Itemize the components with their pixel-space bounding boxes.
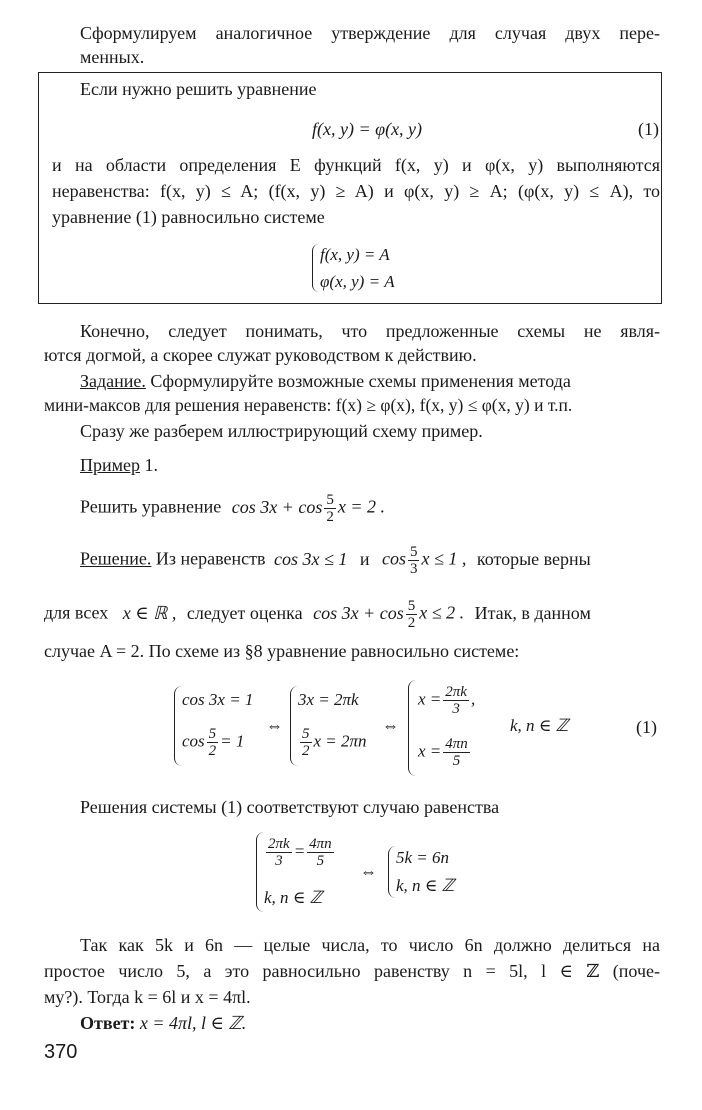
para1-line-2: ются догмой, а скорее служат руководством к действию.: [44, 345, 477, 365]
system2-f2-num: 4πn: [309, 836, 332, 852]
solution-l1-fraction: [408, 544, 420, 577]
system2-f1-num: 2πk: [268, 836, 290, 852]
example-fraction-den: 2: [326, 509, 334, 525]
box-system-eq-1: f(x, y) = A: [320, 245, 390, 264]
para3: Решения системы (1) соответствуют случаю равенства: [80, 797, 500, 817]
solution-l2-math: x ∈ ℝ ,: [122, 602, 177, 623]
system2-result-2: k, n ∈ ℤ: [396, 876, 455, 895]
system2-f2-den: 5: [316, 853, 325, 869]
solution-l1-and: и: [359, 548, 370, 569]
para4-line-2: простое число 5, а это равносильно равенству n = 5l, l ∈ ℤ (поче-: [44, 961, 660, 981]
system1-c1-post: ,: [470, 689, 476, 709]
task-label: Задание.: [80, 371, 146, 391]
system2-condition: k, n ∈ ℤ: [264, 888, 323, 907]
solution-l2-text-a: для всех: [44, 602, 109, 623]
intro-line-1: Сформулируем аналогичное утверждение для случая двух пере-: [80, 23, 660, 43]
system1-c2-pre: x =: [418, 741, 442, 761]
task-line-2: мини-максов для решения неравенств: f(x) ≥ φ(x), f(x, y) ≤ φ(x, y) и т.п.: [44, 395, 573, 415]
solution-l1-fraction-den: 3: [409, 561, 418, 577]
solution-l1-text: Из неравенств: [151, 548, 266, 569]
system1-b1: 3x = 2πk: [298, 690, 359, 709]
solution-label: Решение.: [80, 548, 152, 569]
system1-brace-c: [408, 680, 416, 776]
box-system-eq-2: φ(x, y) = A: [320, 272, 395, 291]
solution-line-3: случае A = 2. По схеме из §8 уравнение равносильно системе:: [44, 641, 520, 661]
solution-l1-rest: которые верны: [476, 548, 591, 569]
system2-iff: ⇔: [360, 862, 377, 881]
example-fraction: [324, 492, 336, 525]
system1-brace-b: [290, 686, 298, 766]
answer: [80, 1012, 246, 1034]
box-equation: f(x, y) = φ(x, y): [312, 119, 423, 139]
system1-a2-pre: cos: [182, 731, 205, 751]
solution-l1-fraction-num: 5: [409, 544, 418, 560]
system1-c1-den: 3: [452, 701, 460, 717]
system1-c2: [418, 736, 472, 769]
system1-a2: [182, 726, 244, 759]
solution-l2-fraction: [406, 598, 418, 631]
solution-l2-fraction-den: 2: [407, 615, 416, 631]
system1-b2-post: x = 2πn: [313, 731, 367, 751]
solution-l1-math-2b: x ≤ 1 ,: [421, 548, 467, 569]
para4-line-3: му?). Тогда k = 6l и x = 4πl.: [44, 987, 251, 1007]
system1-c1-num: 2πk: [445, 684, 467, 700]
system1-c1: [418, 684, 475, 717]
solution-l2-text-c: Итак, в данном: [474, 602, 591, 623]
task-text: Сформулируйте возможные схемы применения метода: [145, 371, 571, 391]
para1-line-1: Конечно, следует понимать, что предложенные схемы не явля-: [80, 321, 660, 341]
example-eq-b: x = 2 .: [337, 496, 385, 517]
answer-text: x = 4πl, l ∈ ℤ.: [135, 1013, 247, 1033]
system2-eq: =: [293, 841, 306, 861]
box-line-3: неравенства: f(x, y) ≤ A; (f(x, y) ≥ A) и φ(x, y) ≥ A; (φ(x, y) ≤ A), то: [52, 181, 660, 201]
solution-line-2: [44, 598, 591, 631]
box-line-1: Если нужно решить уравнение: [80, 79, 317, 99]
system2-fraction-1: [266, 836, 292, 869]
system1-a2-den: 2: [208, 743, 217, 759]
para4-line-1: Так как 5k и 6n — целые числа, то число 6n должно делиться на: [80, 935, 660, 955]
example-label: Пример: [80, 455, 141, 475]
system1-b2-num: 5: [302, 726, 310, 742]
system2-row-1: [264, 836, 336, 869]
solution-line-1: [80, 544, 591, 577]
answer-label: Ответ:: [80, 1013, 136, 1033]
system2-result-1: 5k = 6n: [396, 848, 450, 867]
example-statement-text: Решить уравнение: [80, 496, 222, 517]
example-number: 1.: [140, 455, 159, 475]
system1-iff-2: ⇔: [382, 716, 399, 735]
system1-c2-den: 5: [452, 753, 461, 769]
system2-f1-den: 3: [275, 853, 283, 869]
system1-number: (1): [636, 717, 657, 737]
system1-c1-fraction: [443, 684, 469, 717]
solution-l1-math-2a: cos: [381, 548, 406, 569]
page-number: 370: [44, 1041, 78, 1063]
example-eq-a: cos 3x + cos: [231, 496, 323, 517]
box-equation-number: (1): [638, 119, 659, 139]
system1-brace-a: [174, 686, 182, 766]
system1-a2-post: = 1: [220, 731, 245, 751]
example-heading: [80, 454, 158, 476]
solution-l2-fraction-num: 5: [407, 598, 416, 614]
system1-condition: k, n ∈ ℤ: [510, 716, 569, 735]
example-statement: [80, 492, 385, 525]
system1-a2-num: 5: [208, 726, 217, 742]
system2-brace-b: [388, 846, 396, 898]
system1-c2-fraction: [443, 736, 470, 769]
task-line-1: [80, 370, 660, 392]
system2-fraction-2: [307, 836, 334, 869]
system1-b2-den: 2: [302, 743, 310, 759]
system1-a2-fraction: [207, 726, 219, 759]
intro-line-2: менных.: [80, 47, 145, 67]
solution-l1-math-1: cos 3x ≤ 1: [273, 548, 348, 569]
box-line-2: и на области определения E функций f(x, y) и φ(x, y) выполняются: [52, 155, 660, 175]
system1-c2-num: 4πn: [445, 736, 468, 752]
box-system-brace: [312, 244, 319, 292]
example-fraction-num: 5: [326, 492, 334, 508]
system1-b2-fraction: [300, 726, 312, 759]
system1-a1: cos 3x = 1: [182, 690, 254, 709]
solution-l2-math-2a: cos 3x + cos: [313, 602, 404, 623]
system2-brace-a: [256, 832, 264, 912]
para2: Сразу же разберем иллюстрирующий схему пример.: [80, 421, 483, 441]
system1-iff-1: ⇔: [266, 716, 283, 735]
box-line-4: уравнение (1) равносильно системе: [52, 207, 325, 227]
solution-l2-math-2b: x ≤ 2 .: [419, 602, 465, 623]
system1-c1-pre: x =: [418, 689, 442, 709]
solution-l2-text-b: следует оценка: [186, 602, 303, 623]
system1-b2: [298, 726, 367, 759]
